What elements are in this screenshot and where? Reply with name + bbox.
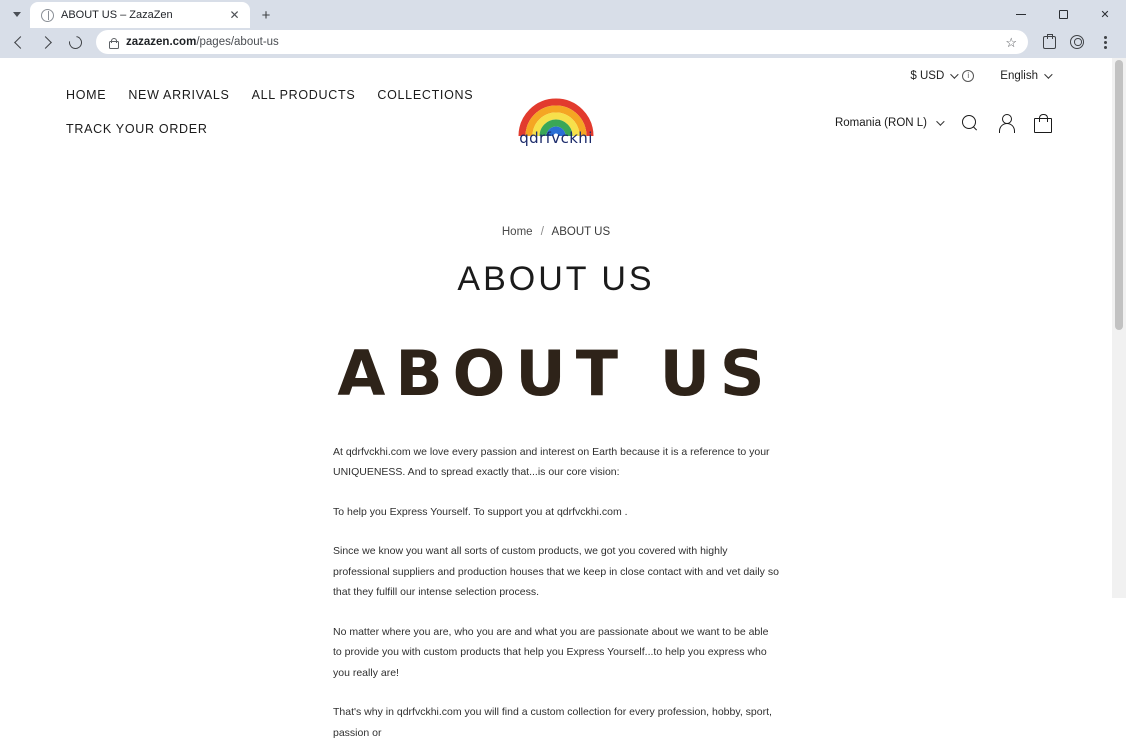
puzzle-icon <box>1043 36 1056 49</box>
chevron-down-icon <box>936 117 944 125</box>
new-tab-button[interactable]: + <box>261 6 271 24</box>
window-minimize-button[interactable] <box>1000 0 1042 28</box>
url-path: /pages/about-us <box>196 36 279 48</box>
shopping-bag-icon[interactable] <box>1034 114 1050 131</box>
language-selector[interactable] <box>1000 70 1050 82</box>
nav-item-track-your-order[interactable]: TRACK YOUR ORDER <box>66 122 208 136</box>
nav-item-new-arrivals[interactable]: NEW ARRIVALS <box>128 88 230 102</box>
tab-title: ABOUT US – ZazaZen <box>61 9 173 21</box>
site-header <box>0 82 1112 168</box>
utility-bar <box>0 58 1112 82</box>
browser-menu-button[interactable] <box>1092 29 1118 55</box>
browser-tab[interactable] <box>30 2 250 28</box>
site-page <box>0 58 1112 743</box>
window-close-button[interactable]: ✕ <box>1100 8 1110 21</box>
account-icon <box>1070 35 1084 49</box>
tab-strip <box>0 0 1126 28</box>
paragraph: To help you Express Yourself. To support you at qdrfvckhi.com . <box>333 505 628 518</box>
nav-item-all-products[interactable]: ALL PRODUCTS <box>251 88 356 102</box>
paragraph: No matter where you are, who you are and what you are passionate about we want to be able to provide you with custom products that help you Express Yourself...to help you express who you really are! <box>333 625 769 679</box>
reload-icon <box>66 33 84 51</box>
breadcrumb-home-link[interactable]: Home <box>501 226 533 238</box>
scrollbar-thumb[interactable] <box>1115 60 1123 330</box>
breadcrumb <box>0 226 1112 238</box>
arrow-right-icon <box>39 36 52 49</box>
back-button[interactable] <box>6 29 32 55</box>
paragraph: At qdrfvckhi.com we love every passion and interest on Earth because it is a reference to your UNIQUENESS. And to spread exactly that...is our core vision: <box>333 446 770 479</box>
site-logo[interactable] <box>481 90 631 147</box>
profile-button[interactable] <box>1064 29 1090 55</box>
window-maximize-button[interactable] <box>1042 0 1084 28</box>
logo-text: qdrfvckhi <box>519 129 593 147</box>
arrow-left-icon <box>14 36 27 49</box>
browser-chrome <box>0 0 1126 58</box>
address-bar-url <box>126 36 279 48</box>
chevron-down-icon <box>13 12 21 17</box>
nav-item-collections[interactable]: COLLECTIONS <box>377 88 474 102</box>
window-controls <box>1000 0 1126 28</box>
address-bar[interactable] <box>96 30 1028 54</box>
main-navigation <box>66 88 506 136</box>
bookmark-star-icon[interactable]: ☆ <box>1005 34 1017 50</box>
kebab-menu-icon <box>1104 36 1107 49</box>
language-label: English <box>1000 70 1038 82</box>
breadcrumb-separator: / <box>540 226 544 238</box>
hero-heading: ABOUT US <box>337 337 775 410</box>
tab-search-button[interactable] <box>4 0 30 28</box>
nav-item-home[interactable]: HOME <box>66 88 107 102</box>
paragraph: That's why in qdrfvckhi.com you will find a custom collection for every profession, hobby, sport, passion or <box>333 706 772 739</box>
forward-button[interactable] <box>34 29 60 55</box>
chevron-down-icon <box>1044 70 1052 78</box>
header-actions <box>835 88 1050 131</box>
reload-button[interactable] <box>62 29 88 55</box>
about-body-copy <box>333 442 779 743</box>
country-label: Romania (RON L) <box>834 116 927 129</box>
page-scrollbar[interactable] <box>1112 58 1126 598</box>
currency-selector[interactable] <box>910 70 974 82</box>
browser-toolbar <box>0 28 1126 58</box>
extensions-button[interactable] <box>1036 29 1062 55</box>
chevron-down-icon <box>950 70 958 78</box>
close-icon[interactable]: ✕ <box>229 8 240 22</box>
page-viewport <box>0 58 1126 739</box>
globe-icon <box>41 9 54 22</box>
paragraph: Since we know you want all sorts of custom products, we got you covered with highly professional suppliers and production houses that we keep in close contact with and vet daily so that they fulfill our intense selection process. <box>333 545 779 599</box>
breadcrumb-current: ABOUT US <box>551 226 611 238</box>
page-title: ABOUT US <box>457 260 655 298</box>
search-icon[interactable] <box>962 115 978 131</box>
lock-icon <box>107 37 118 48</box>
url-domain: zazazen.com <box>126 36 197 48</box>
account-icon[interactable] <box>998 114 1014 131</box>
country-selector[interactable] <box>835 117 942 129</box>
currency-label: $ USD <box>910 70 945 82</box>
info-icon[interactable]: i <box>962 70 974 82</box>
